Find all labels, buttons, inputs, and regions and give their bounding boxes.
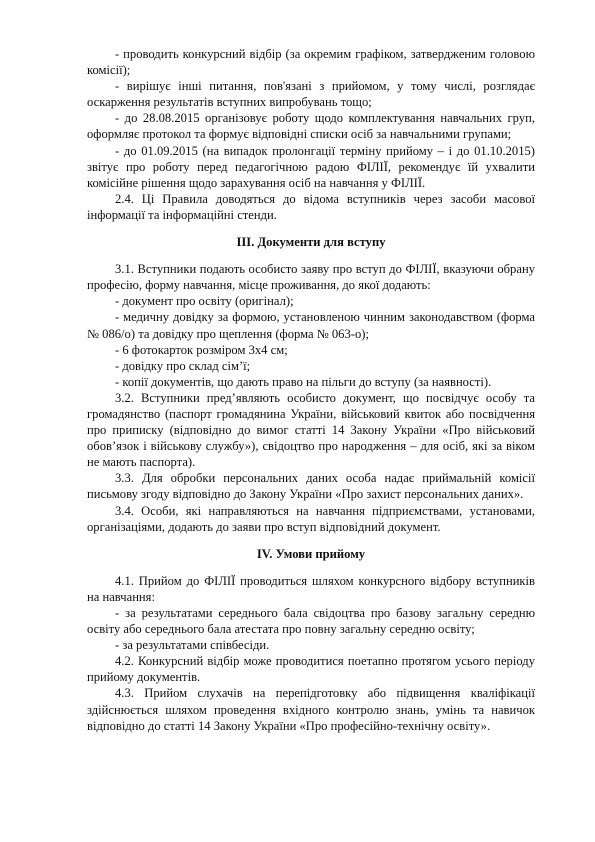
document-item-education: - документ про освіту (оригінал);: [115, 294, 294, 309]
paragraph-4-3: 4.3. Прийом слухачів на перепідготовку або підвищення кваліфікації здійснюється шляхом проведення вхідного контролю знань, умінь та навичок відповідно до статті 14 Закону України «Про професійно-технічну освіту».: [87, 686, 535, 733]
paragraph-4-2: 4.2. Конкурсний відбір може проводитися поетапно протягом усього періоду прийому документів.: [87, 654, 535, 685]
commission-duty-group-formation: - до 28.08.2015 організовує роботу щодо комплектування навчальних груп, оформляє протокол та формує відповідні списки осіб за навчальними групами;: [87, 111, 535, 142]
document-item-photos: - 6 фотокарток розміром 3х4 см;: [115, 342, 288, 357]
paragraph-3-4: 3.4. Особи, які направляються на навчання підприємствами, установами, організаціями, додають до заяви про вступ відповідний документ.: [87, 503, 535, 534]
paragraph-3-1: 3.1. Вступники подають особисто заяву про вступ до ФІЛІЇ, вказуючи обрану професію, форму навчання, місце проживання, до якої додають:: [87, 262, 535, 293]
section-4-heading: IV. Умови прийому: [256, 546, 366, 561]
document-item-family: - довідку про склад сім’ї;: [115, 358, 251, 373]
document-item-medical: - медичну довідку за формою, установленою чинним законодавством (форма № 086/о) та довідку про щеплення (форма № 063-о);: [87, 310, 535, 341]
section-3-heading: ІІІ. Документи для вступу: [236, 235, 386, 250]
commission-duty-other-issues: - вирішує інші питання, пов'язані з прийомом, у тому числі, розглядає оскарження результатів вступних випробувань тощо;: [87, 79, 535, 110]
admission-criterion-interview: - за результатами співбесіди.: [115, 638, 270, 653]
commission-duty-competitive-selection: - проводить конкурсний відбір (за окремим графіком, затвердженим головою комісії);: [87, 47, 535, 78]
paragraph-3-2: 3.2. Вступники пред’являють особисто документ, що посвідчує особу та громадянство (паспорт громадянина України, військовий квиток або посвідчення про приписку (відповідно до вимог статті 14 Закону України «Про військовий обов’язок і військову службу»), свідоцтво про народження – для осіб, які за віком не мають паспорта).: [87, 390, 535, 470]
paragraph-4-1: 4.1. Прийом до ФІЛІЇ проводиться шляхом конкурсного відбору вступників на навчання:: [87, 573, 535, 604]
paragraph-3-3: 3.3. Для обробки персональних даних особа надає приймальній комісії письмову згоду відповідно до Закону України «Про захист персональних даних».: [87, 471, 535, 502]
admission-criterion-average-grade: - за результатами середнього бала свідоцтва про базову загальну середню освіту або середнього бала атестата про повну загальну середню освіту;: [87, 606, 535, 637]
document-item-benefits: - копії документів, що дають право на пільги до вступу (за наявності).: [115, 374, 492, 389]
paragraph-2-4: 2.4. Ці Правила доводяться до відома вступників через засоби масової інформації та інформаційні стенди.: [87, 191, 535, 222]
commission-duty-report: - до 01.09.2015 (на випадок пролонгації терміну прийому – і до 01.10.2015) звітує про роботу перед педагогічною радою ФІЛІЇ, рекомендує їй ухвалити комісійне рішення щодо зарахування осіб на навчання у ФІЛІЇ.: [87, 143, 535, 190]
